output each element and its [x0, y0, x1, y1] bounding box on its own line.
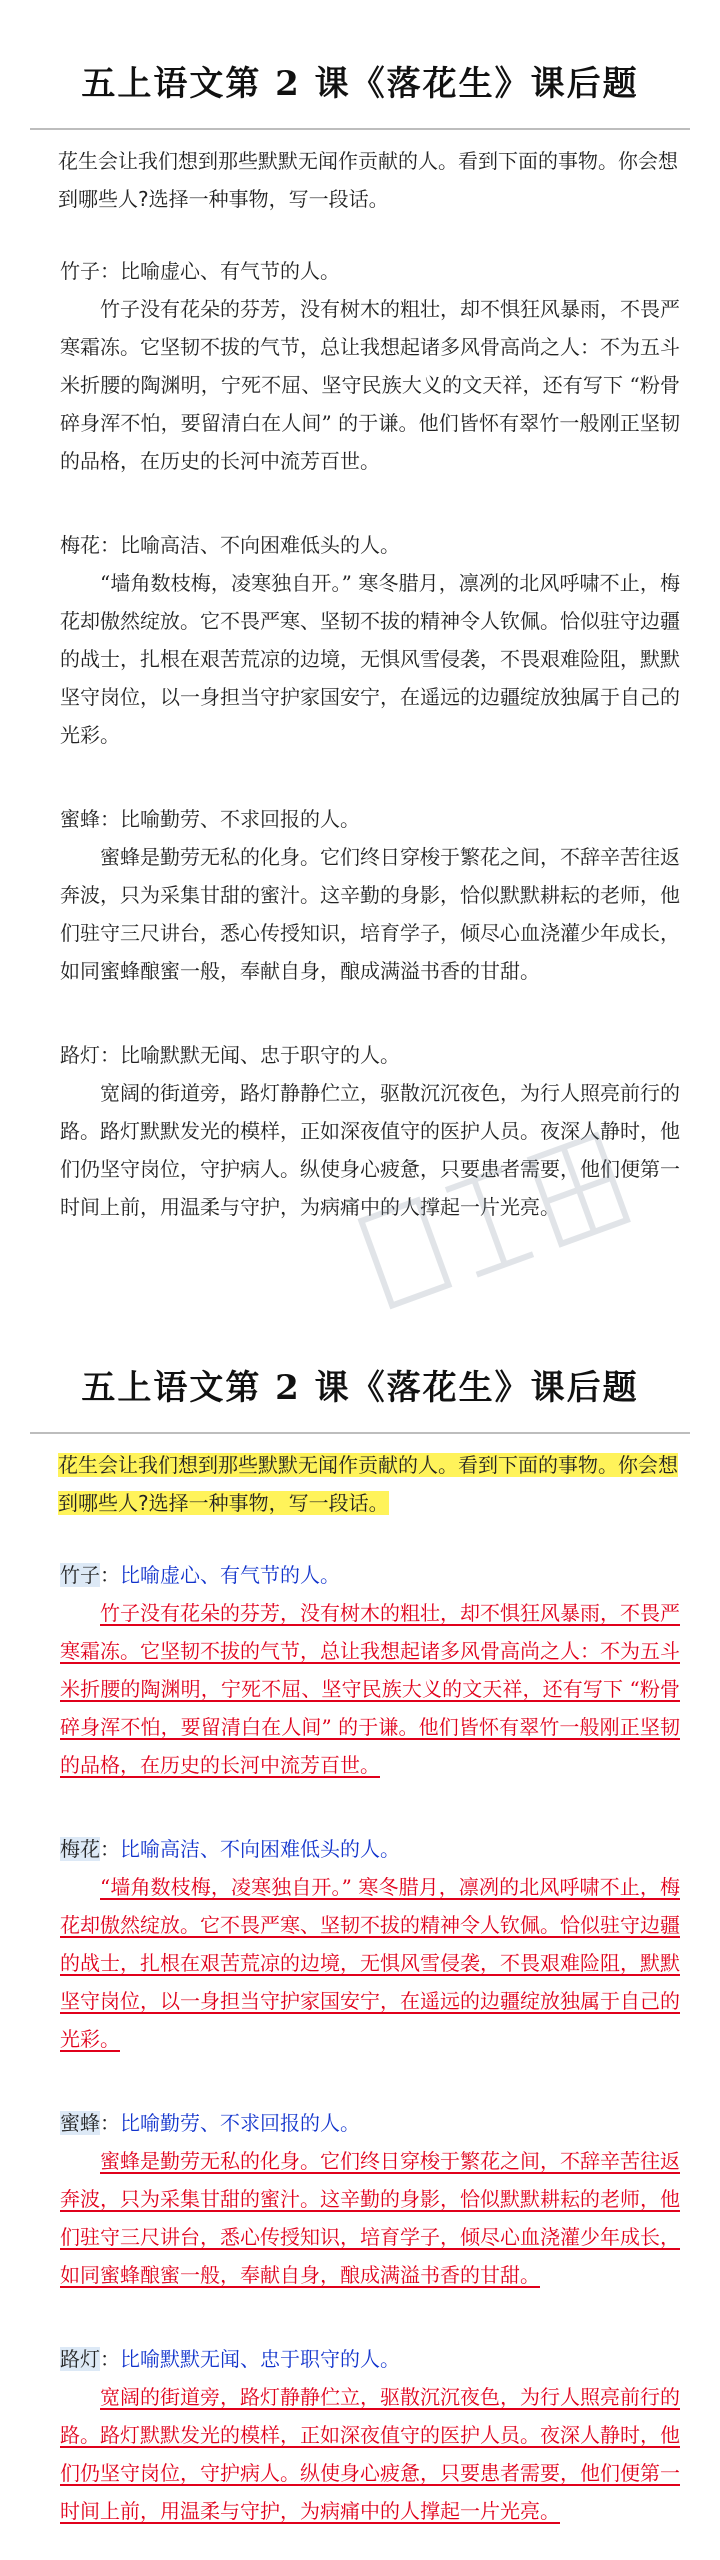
- item-paragraph: 蜜蜂是勤劳无私的化身。它们终日穿梭于繁花之间，不辞辛苦往返奔波，只为采集甘甜的蜜汁。这辛勤的身影，恰似默默耕耘的老师，他们驻守三尺讲台，悉心传授知识，培育学子，倾尽心血浇灌少年成长，如同蜜蜂酿蜜一般，奉献自身，酿成满溢书香的甘甜。: [60, 845, 680, 983]
- item-separator: ：: [100, 807, 120, 831]
- answer-block-bamboo: [0, 1556, 720, 1784]
- item-heading: [60, 1830, 720, 1868]
- item-separator: ：: [100, 533, 120, 557]
- page-title: 五上语文第 2 课《落花生》课后题: [81, 1368, 639, 1408]
- annotated-worksheet: [0, 1320, 720, 2530]
- answer-block-bamboo: [0, 252, 720, 480]
- item-separator: ：: [100, 1837, 120, 1861]
- question-prompt: 花生会让我们想到那些默默无闻作贡献的人。看到下面的事物。你会想到哪些人?选择一种事物，写一段话。: [58, 149, 678, 211]
- title-divider: [30, 1432, 690, 1434]
- highlighted-prompt: 花生会让我们想到那些默默无闻作贡献的人。看到下面的事物。你会想到哪些人?选择一种事物，写一段话。: [58, 1453, 678, 1515]
- item-meaning: 比喻默默无闻、忠于职守的人。: [120, 2347, 400, 2371]
- item-heading: [60, 2340, 720, 2378]
- item-paragraph: “墙角数枝梅，凌寒独自开。” 寒冬腊月，凛冽的北风呼啸不止，梅花却傲然绽放。它不畏严寒、坚韧不拔的精神令人钦佩。恰似驻守边疆的战士，扎根在艰苦荒凉的边境，无惧风雪侵袭，不畏艰难险阻，默默坚守岗位，以一身担当守护家国安宁，在遥远的边疆绽放独属于自己的光彩。: [60, 1875, 680, 2051]
- item-heading: [60, 2104, 720, 2142]
- item-separator: ：: [100, 1043, 120, 1067]
- item-meaning: 比喻高洁、不向困难低头的人。: [120, 533, 400, 557]
- item-separator: ：: [100, 1563, 120, 1587]
- item-paragraph: “墙角数枝梅，凌寒独自开。” 寒冬腊月，凛冽的北风呼啸不止，梅花却傲然绽放。它不畏严寒、坚韧不拔的精神令人钦佩。恰似驻守边疆的战士，扎根在艰苦荒凉的边境，无惧风雪侵袭，不畏艰难险阻，默默坚守岗位，以一身担当守护家国安宁，在遥远的边疆绽放独属于自己的光彩。: [60, 571, 680, 747]
- item-meaning: 比喻默默无闻、忠于职守的人。: [120, 1043, 400, 1067]
- item-heading: [60, 1556, 720, 1594]
- item-word: 蜜蜂: [60, 2111, 100, 2135]
- answer-block-bee: [0, 2104, 720, 2294]
- page-title: 五上语文第 2 课《落花生》课后题: [81, 64, 639, 104]
- item-separator: ：: [100, 2347, 120, 2371]
- answer-block-bee: [0, 800, 720, 990]
- item-meaning: 比喻勤劳、不求回报的人。: [120, 2111, 360, 2135]
- plain-worksheet: [0, 0, 720, 1226]
- item-meaning: 比喻高洁、不向困难低头的人。: [120, 1837, 400, 1861]
- item-paragraph: 蜜蜂是勤劳无私的化身。它们终日穿梭于繁花之间，不辞辛苦往返奔波，只为采集甘甜的蜜汁。这辛勤的身影，恰似默默耕耘的老师，他们驻守三尺讲台，悉心传授知识，培育学子，倾尽心血浇灌少年成长，如同蜜蜂酿蜜一般，奉献自身，酿成满溢书香的甘甜。: [60, 2149, 680, 2287]
- item-heading: [60, 526, 720, 564]
- item-meaning: 比喻虚心、有气节的人。: [120, 1563, 340, 1587]
- item-separator: ：: [100, 259, 120, 283]
- answer-block-plum: [0, 1830, 720, 2058]
- item-heading: [60, 252, 720, 290]
- item-word: 路灯: [60, 2347, 100, 2371]
- item-separator: ：: [100, 2111, 120, 2135]
- item-word: 蜜蜂: [60, 807, 100, 831]
- title-divider: [30, 128, 690, 130]
- item-heading: [60, 800, 720, 838]
- answer-block-plum: [0, 526, 720, 754]
- answer-block-streetlamp: [0, 1036, 720, 1226]
- question-prompt: [58, 1446, 680, 1522]
- item-word: 梅花: [60, 533, 100, 557]
- item-paragraph: 竹子没有花朵的芬芳，没有树木的粗壮，却不惧狂风暴雨，不畏严寒霜冻。它坚韧不拔的气节，总让我想起诸多风骨高尚之人：不为五斗米折腰的陶渊明，宁死不屈、坚守民族大义的文天祥，还有写下 “粉骨碎身浑不怕，要留清白在人间” 的于谦。他们皆怀有翠竹一般刚正坚韧的品格，在历史的长河中流芳百世。: [60, 297, 680, 473]
- item-paragraph: 竹子没有花朵的芬芳，没有树木的粗壮，却不惧狂风暴雨，不畏严寒霜冻。它坚韧不拔的气节，总让我想起诸多风骨高尚之人：不为五斗米折腰的陶渊明，宁死不屈、坚守民族大义的文天祥，还有写下 “粉骨碎身浑不怕，要留清白在人间” 的于谦。他们皆怀有翠竹一般刚正坚韧的品格，在历史的长河中流芳百世。: [60, 1601, 680, 1777]
- item-heading: [60, 1036, 720, 1074]
- item-word: 梅花: [60, 1837, 100, 1861]
- item-paragraph: 宽阔的街道旁，路灯静静伫立，驱散沉沉夜色，为行人照亮前行的路。路灯默默发光的模样，正如深夜值守的医护人员。夜深人静时，他们仍坚守岗位，守护病人。纵使身心疲惫，只要患者需要，他们便第一时间上前，用温柔与守护，为病痛中的人撑起一片光亮。: [60, 2385, 680, 2523]
- item-paragraph: 宽阔的街道旁，路灯静静伫立，驱散沉沉夜色，为行人照亮前行的路。路灯默默发光的模样，正如深夜值守的医护人员。夜深人静时，他们仍坚守岗位，守护病人。纵使身心疲惫，只要患者需要，他们便第一时间上前，用温柔与守护，为病痛中的人撑起一片光亮。: [60, 1081, 680, 1219]
- item-word: 竹子: [60, 259, 100, 283]
- item-word: 竹子: [60, 1563, 100, 1587]
- item-meaning: 比喻虚心、有气节的人。: [120, 259, 340, 283]
- item-meaning: 比喻勤劳、不求回报的人。: [120, 807, 360, 831]
- answer-block-streetlamp: [0, 2340, 720, 2530]
- item-word: 路灯: [60, 1043, 100, 1067]
